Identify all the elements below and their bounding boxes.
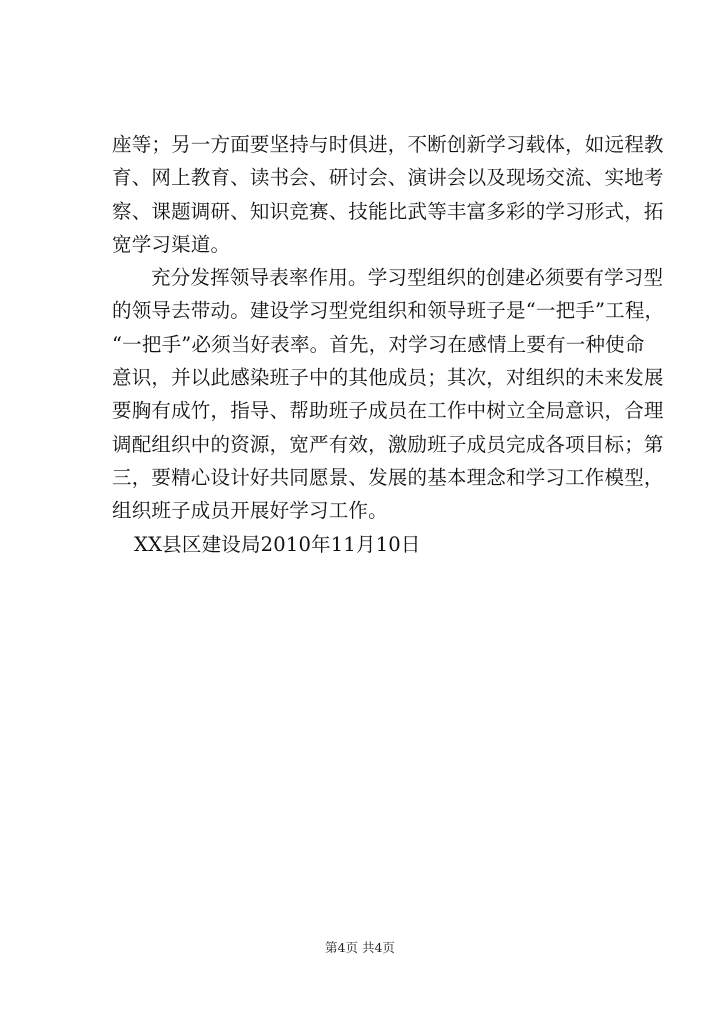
text-line: 察、课题调研、知识竞赛、技能比武等丰富多彩的学习形式，拓 (112, 199, 664, 223)
text-line: “一把手”必须当好表率。首先，对学习在感情上要有一种使命 (112, 332, 645, 356)
text-line: 组织班子成员开展好学习工作。 (112, 499, 388, 523)
text-line: 育、网上教育、读书会、研讨会、演讲会以及现场交流、实地考 (112, 166, 664, 190)
text-line: 的领导去带动。建设学习型党组织和领导班子是“一把手”工程， (112, 299, 665, 323)
text-line: 意识，并以此感染班子中的其他成员；其次，对组织的未来发展 (112, 366, 664, 390)
document-body (112, 128, 665, 561)
page-footer: 第4页 共4页 (325, 940, 395, 955)
signature-line: XX县区建设局2010年11月10日 (134, 532, 421, 556)
text-line: 三，要精心设计好共同愿景、发展的基本理念和学习工作模型， (112, 465, 664, 489)
text-line: 要胸有成竹，指导、帮助班子成员在工作中树立全局意识，合理 (112, 399, 664, 423)
text-line: 充分发挥领导表率作用。学习型组织的创建必须要有学习型 (151, 266, 664, 290)
paragraph-leadership-role (112, 261, 665, 527)
text-line: 宽学习渠道。 (112, 232, 231, 256)
text-line: 座等；另一方面要坚持与时俱进，不断创新学习载体，如远程教 (112, 133, 664, 156)
text-line: 调配组织中的资源，宽严有效，激励班子成员完成各项目标；第 (112, 432, 664, 456)
paragraph-study-channels (112, 128, 664, 261)
